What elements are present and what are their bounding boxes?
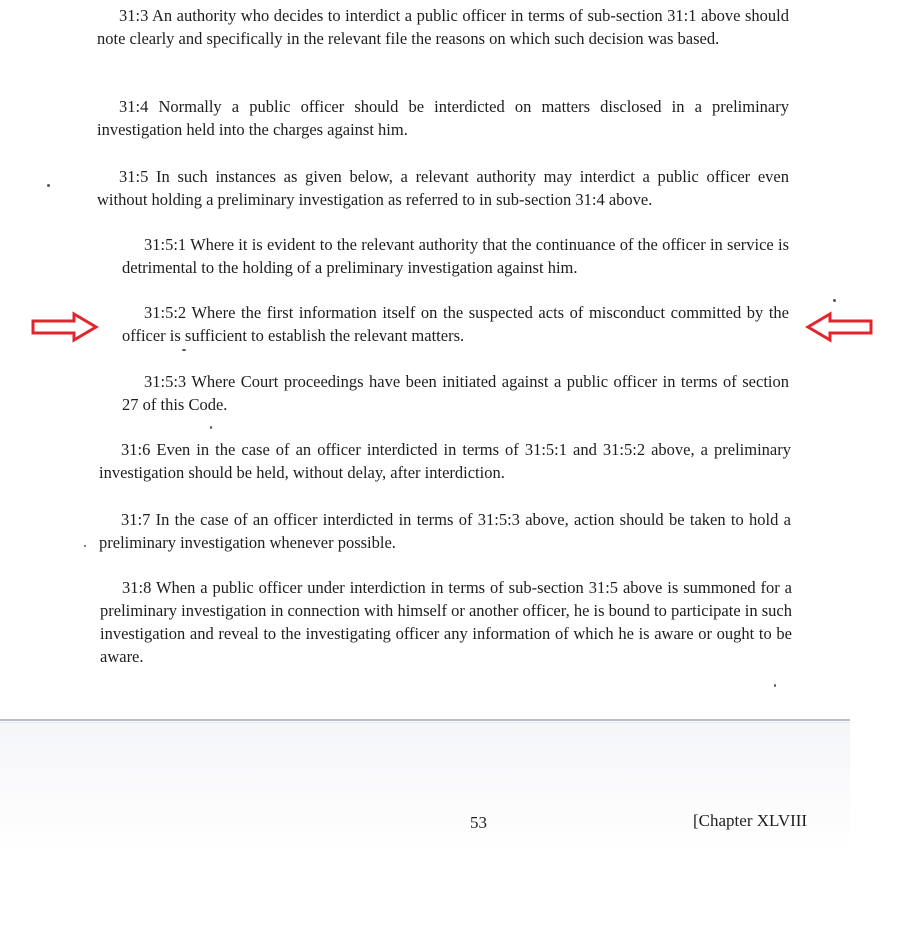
paragraph-31-7: 31:7 In the case of an officer interdicted in terms of 31:5:3 above, action should be taken to hold a preliminary investigation whenever possible. bbox=[99, 510, 791, 552]
paragraph-31-5-2: 31:5:2 Where the first information itself on the suspected acts of misconduct committed by the officer is sufficient to establish the relevant matters. bbox=[122, 303, 789, 345]
scan-speck bbox=[182, 349, 186, 351]
arrow-left-outline-icon bbox=[804, 311, 874, 343]
page-divider-shadow bbox=[0, 722, 850, 723]
page-number: 53 bbox=[470, 813, 487, 832]
paragraph-31-5-1: 31:5:1 Where it is evident to the relevant authority that the continuance of the officer in service is detrimental to the holding of a preliminary investigation against him. bbox=[122, 235, 789, 277]
scan-speck bbox=[84, 545, 86, 547]
scan-speck bbox=[833, 299, 836, 302]
paragraph-31-6: 31:6 Even in the case of an officer interdicted in terms of 31:5:1 and 31:5:2 above, a preliminary investigation should be held, without delay, after interdiction. bbox=[99, 440, 791, 482]
paragraph-31-3: 31:3 An authority who decides to interdict a public officer in terms of sub-section 31:1 above should note clearly and specifically in the relevant file the reasons on which such decision was based. bbox=[97, 6, 789, 48]
scan-speck bbox=[774, 684, 776, 687]
footer-band bbox=[0, 723, 850, 853]
arrow-right-outline-icon bbox=[30, 311, 100, 343]
paragraph-31-4: 31:4 Normally a public officer should be interdicted on matters disclosed in a preliminary investigation held into the charges against him. bbox=[97, 97, 789, 139]
scan-speck bbox=[210, 426, 212, 429]
page-divider bbox=[0, 719, 850, 721]
paragraph-31-5: 31:5 In such instances as given below, a relevant authority may interdict a public officer even without holding a preliminary investigation as referred to in sub-section 31:4 above. bbox=[97, 167, 789, 209]
chapter-label: [Chapter XLVIII bbox=[693, 811, 808, 830]
paragraph-31-5-3: 31:5:3 Where Court proceedings have been initiated against a public officer in terms of section 27 of this Code. bbox=[122, 372, 789, 414]
paragraph-31-8: 31:8 When a public officer under interdiction in terms of sub-section 31:5 above is summoned for a preliminary investigation in connection with himself or another officer, he is bound to participate in such investigation and reveal to the investigating officer any information of which he is aware or ought to be aware. bbox=[100, 578, 792, 666]
scan-speck bbox=[47, 184, 50, 187]
